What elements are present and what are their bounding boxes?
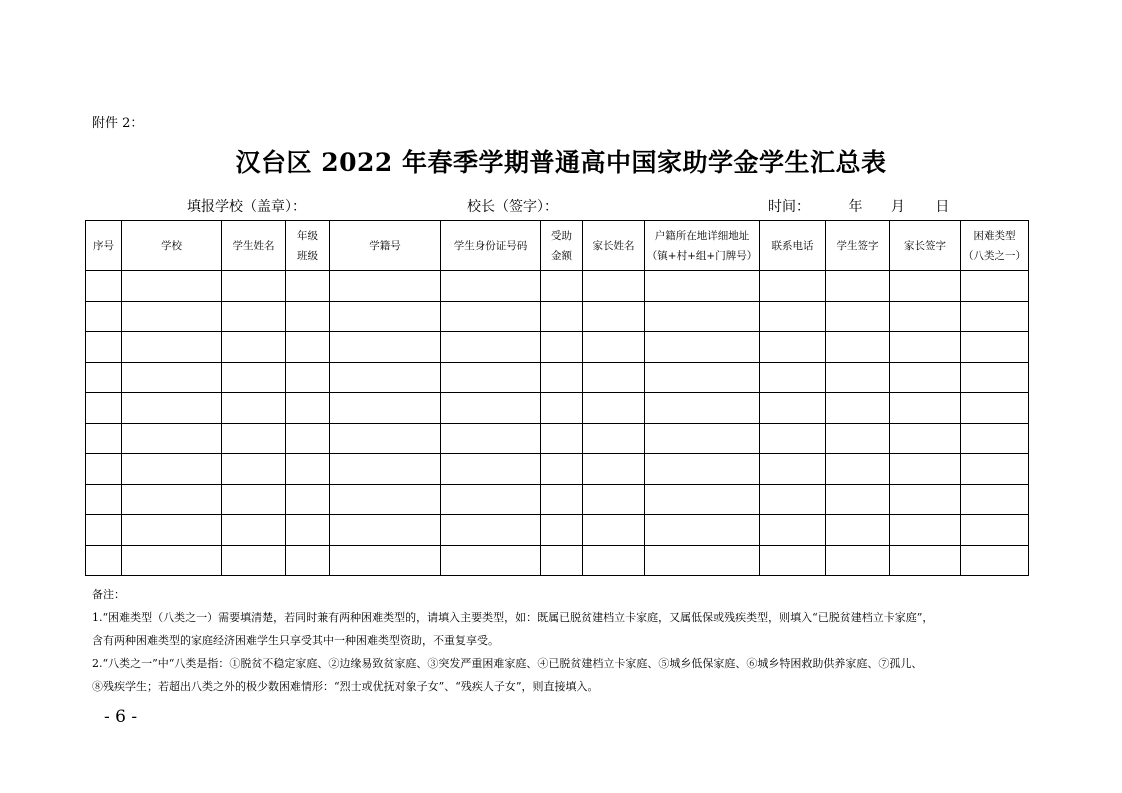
table-cell[interactable] [645,484,760,515]
table-cell[interactable] [222,515,286,546]
table-cell[interactable] [86,454,122,485]
table-cell[interactable] [441,484,541,515]
table-cell[interactable] [441,301,541,332]
header-grade-class: 年级 班级 [286,221,330,271]
table-cell[interactable] [760,332,826,363]
table-cell[interactable] [222,545,286,576]
table-cell[interactable] [286,454,330,485]
month-label: 月 [890,199,905,215]
table-cell[interactable] [583,271,645,302]
header-aid-amount: 受助 金额 [541,221,583,271]
table-cell[interactable] [330,515,441,546]
header-row [86,221,1029,271]
notes [92,583,1032,698]
table-cell[interactable] [645,362,760,393]
header-difficulty-type: 困难类型 （八类之一） [961,221,1029,271]
day-label: 日 [935,199,950,215]
table-cell[interactable] [86,271,122,302]
table-cell[interactable] [441,332,541,363]
summary-table [85,220,1029,576]
table-cell[interactable] [86,515,122,546]
table-cell[interactable] [826,454,890,485]
table-cell[interactable] [583,393,645,424]
table-cell[interactable] [330,454,441,485]
attachment-label: 附件 2： [92,116,144,131]
table-cell[interactable] [961,332,1029,363]
table-cell[interactable] [760,362,826,393]
header-school: 学校 [122,221,222,271]
table-cell[interactable] [86,393,122,424]
table-cell[interactable] [760,271,826,302]
table-cell[interactable] [541,484,583,515]
table-cell[interactable] [583,362,645,393]
table-cell[interactable] [645,271,760,302]
table-cell[interactable] [86,332,122,363]
table-cell[interactable] [961,423,1029,454]
table-cell[interactable] [330,484,441,515]
table-cell[interactable] [441,423,541,454]
table-cell[interactable] [222,332,286,363]
table-cell[interactable] [645,332,760,363]
table-cell[interactable] [645,301,760,332]
principal-field-label: 校长（签字）： [467,199,558,215]
table-cell[interactable] [760,423,826,454]
header-parent-name: 家长姓名 [583,221,645,271]
page-number: - 6 - [104,707,138,727]
school-field-label: 填报学校（盖章）： [187,199,306,215]
table-row [86,271,1029,302]
table-cell[interactable] [286,271,330,302]
header-student-name: 学生姓名 [222,221,286,271]
table-cell[interactable] [760,515,826,546]
table-cell[interactable] [286,423,330,454]
table-row [86,332,1029,363]
table-row [86,393,1029,424]
table-cell[interactable] [890,423,961,454]
table-cell[interactable] [222,484,286,515]
table-cell[interactable] [86,423,122,454]
table-cell[interactable] [826,332,890,363]
table-cell[interactable] [541,515,583,546]
table-cell[interactable] [122,393,222,424]
table-cell[interactable] [583,484,645,515]
table-cell[interactable] [122,515,222,546]
table-row [86,545,1029,576]
table-cell[interactable] [122,423,222,454]
table-cell[interactable] [222,301,286,332]
note-line-4: ⑧残疾学生；若超出八类之外的极少数困难情形：“烈士或优抚对象子女”、“残疾人子女”，则直接填入。 [92,680,599,693]
header-student-id: 学籍号 [330,221,441,271]
table-cell[interactable] [890,301,961,332]
table-cell[interactable] [760,484,826,515]
table-cell[interactable] [645,423,760,454]
header-parent-signature: 家长签字 [890,221,961,271]
table-cell[interactable] [222,423,286,454]
table-cell[interactable] [826,484,890,515]
table-cell[interactable] [826,545,890,576]
table-cell[interactable] [441,393,541,424]
table-cell[interactable] [286,332,330,363]
table-cell[interactable] [583,423,645,454]
table-cell[interactable] [330,423,441,454]
table-cell[interactable] [330,301,441,332]
table-cell[interactable] [330,545,441,576]
table-cell[interactable] [961,454,1029,485]
table-cell[interactable] [583,332,645,363]
table-cell[interactable] [441,271,541,302]
table-cell[interactable] [890,332,961,363]
table-cell[interactable] [826,423,890,454]
table-row [86,454,1029,485]
table-cell[interactable] [645,515,760,546]
table-cell[interactable] [890,454,961,485]
table-cell[interactable] [961,301,1029,332]
header-student-signature: 学生签字 [826,221,890,271]
table-cell[interactable] [583,301,645,332]
table-cell[interactable] [330,271,441,302]
table-cell[interactable] [961,545,1029,576]
table-cell[interactable] [122,454,222,485]
table-cell[interactable] [826,301,890,332]
table-cell[interactable] [961,362,1029,393]
table-cell[interactable] [441,362,541,393]
table-row [86,515,1029,546]
note-line-3: 2.“八类之一”中“八类是指：①脱贫不稳定家庭、②边缘易致贫家庭、③突发严重困难家庭、④已脱贫建档立卡家庭、⑤城乡低保家庭、⑥城乡特困救助供养家庭、⑦孤儿、 [92,657,923,670]
table-cell[interactable] [760,301,826,332]
table-cell[interactable] [330,332,441,363]
table-cell[interactable] [330,362,441,393]
table-cell[interactable] [961,515,1029,546]
table-cell[interactable] [890,271,961,302]
table-cell[interactable] [286,393,330,424]
table-row [86,423,1029,454]
page-title: 汉台区 2022 年春季学期普通高中国家助学金学生汇总表 [235,148,887,177]
table-cell[interactable] [583,545,645,576]
table-cell[interactable] [122,484,222,515]
table-cell[interactable] [222,454,286,485]
time-field [768,196,949,216]
table-cell[interactable] [541,454,583,485]
table-body [86,271,1029,576]
table-cell[interactable] [541,362,583,393]
table-cell[interactable] [441,515,541,546]
table-cell[interactable] [760,454,826,485]
table-cell[interactable] [286,515,330,546]
table-cell[interactable] [222,271,286,302]
table-cell[interactable] [645,454,760,485]
table-cell[interactable] [541,423,583,454]
table-cell[interactable] [961,393,1029,424]
table-cell[interactable] [583,454,645,485]
table-cell[interactable] [541,545,583,576]
table-cell[interactable] [826,393,890,424]
note-line-2: 含有两种困难类型的家庭经济困难学生只享受其中一种困难类型资助，不重复享受。 [92,634,499,647]
table-cell[interactable] [826,515,890,546]
table-cell[interactable] [890,545,961,576]
table-row [86,484,1029,515]
table-cell[interactable] [541,393,583,424]
table-cell[interactable] [890,515,961,546]
table-cell[interactable] [583,515,645,546]
table-cell[interactable] [890,393,961,424]
table-cell[interactable] [961,271,1029,302]
table-cell[interactable] [760,545,826,576]
table-cell[interactable] [222,393,286,424]
table-cell[interactable] [330,393,441,424]
table-cell[interactable] [826,271,890,302]
note-line-1: 1.“困难类型（八类之一）需要填清楚，若同时兼有两种困难类型的，请填入主要类型，如：既属已脱贫建档立卡家庭，又属低保或残疾类型，则填入“已脱贫建档立卡家庭”， [92,611,934,624]
table-cell[interactable] [441,545,541,576]
table-row [86,362,1029,393]
table-cell[interactable] [86,484,122,515]
table-cell[interactable] [286,362,330,393]
table-cell[interactable] [86,301,122,332]
table-cell[interactable] [890,362,961,393]
year-label: 年 [848,199,863,215]
header-index: 序号 [86,221,122,271]
table-cell[interactable] [961,484,1029,515]
table-cell[interactable] [122,362,222,393]
header-phone: 联系电话 [760,221,826,271]
table-cell[interactable] [86,545,122,576]
table-cell[interactable] [760,393,826,424]
table-cell[interactable] [645,545,760,576]
table-cell[interactable] [645,393,760,424]
table-cell[interactable] [222,362,286,393]
table-cell[interactable] [286,545,330,576]
table-cell[interactable] [86,362,122,393]
time-label: 时间： [768,199,810,215]
header-id-card: 学生身份证号码 [441,221,541,271]
table-cell[interactable] [286,301,330,332]
table-cell[interactable] [890,484,961,515]
notes-heading: 备注： [92,588,125,601]
table-cell[interactable] [122,545,222,576]
table-cell[interactable] [826,362,890,393]
table-cell[interactable] [122,332,222,363]
table-cell[interactable] [122,271,222,302]
table-cell[interactable] [541,271,583,302]
header-address: 户籍所在地详细地址 （镇+村+组+门牌号） [645,221,760,271]
table-cell[interactable] [286,484,330,515]
table-cell[interactable] [541,301,583,332]
table-cell[interactable] [122,301,222,332]
table-row [86,301,1029,332]
table-cell[interactable] [541,332,583,363]
table-cell[interactable] [441,454,541,485]
